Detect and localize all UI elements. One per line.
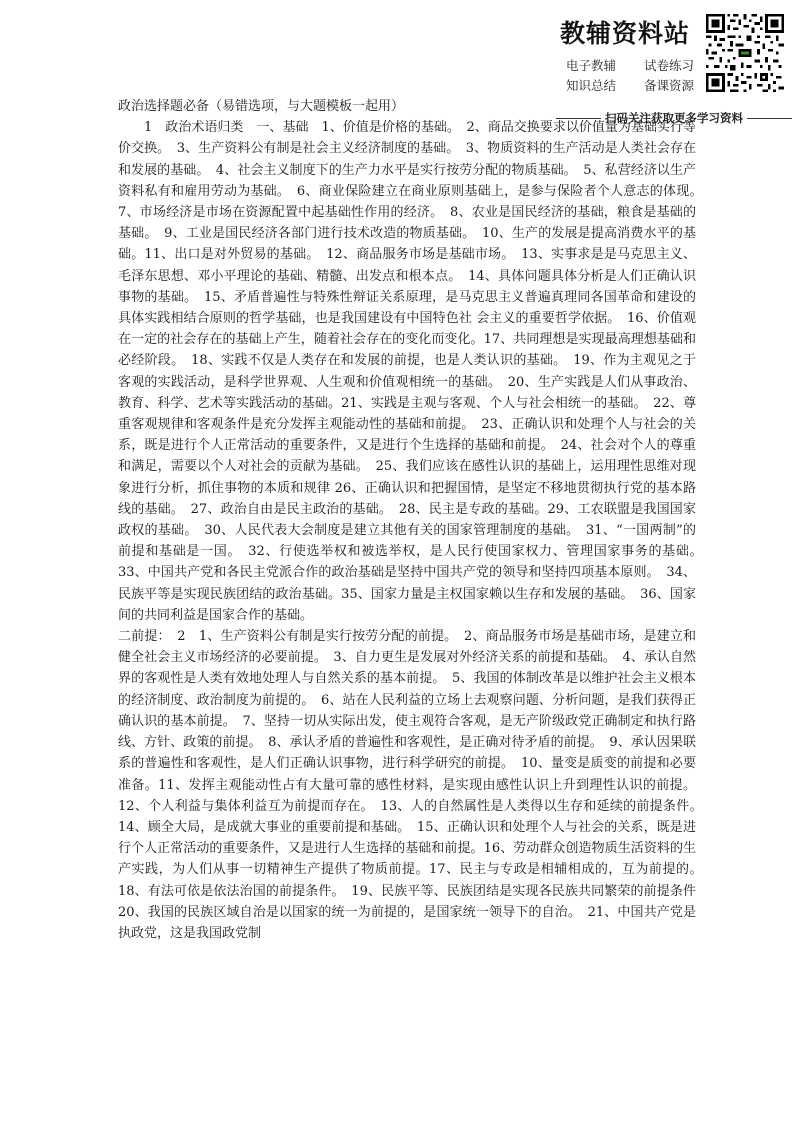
brand-links <box>566 56 706 96</box>
link-knowledge-summary[interactable]: 知识总结 <box>566 78 617 93</box>
link-e-textbook[interactable]: 电子教辅 <box>566 58 617 73</box>
divider <box>747 118 792 119</box>
scan-qr-text: 扫码关注获取更多学习资料 <box>605 111 743 125</box>
document-body <box>118 96 710 944</box>
link-lesson-resources[interactable]: 备课资源 <box>643 78 694 93</box>
qr-code-icon <box>706 14 784 92</box>
brand-title: 教辅资料站 <box>560 19 691 48</box>
section-premise: 二前提： 2 1、生产资料公有制是实行按劳分配的前提。 2、商品服务市场是基础市场，是建立和健全社会主义市场经济的必要前提。 3、自力更生是发展对外经济关系的前提和基础。 4、承认自然界的客观性是人类有效地处理人与自然关系的基本前提。 5、我国的体制改革是以维护社会主义根本的经济制度、政治制度为前提的。 6、站在人民利益的立场上去观察问题、分析问题，是我们获得正确认识的基本前提。 7、坚持一切从实际出发，使主观符合客观，是无产阶级政党正确制定和执行路线、方针、政策的前提。 8、承认矛盾的普遍性和客观性，是正确对待矛盾的前提。 9、承认因果联系的普遍性和客观性，是人们正确认识事物，进行科学研究的前提。 10、量变是质变的前提和必要准备。11、发挥主观能动性占有大量可靠的感性材料，是实现由感性认识上升到理性认识的前提。12、个人利益与集体利益互为前提而存在。 13、人的自然属性是人类得以生存和延续的前提条件。 14、顾全大局，是成就大事业的重要前提和基础。 15、正确认识和处理个人与社会的关系，既是进行个人正常活动的重要条件，又是进行人生选择的基础和前提。16、劳动群众创造物质生活资料的生产实践，为人们从事一切精神生产提供了物质前提。17、民主与专政是相辅相成的，互为前提的。 18、有法可依是依法治国的前提条件。 19、民族平等、民族团结是实现各民族共同繁荣的前提条件 20、我国的民族区域自治是以国家的统一为前提的，是国家统一领导下的自治。 21、中国共产党是执政党，这是我国政党制 <box>118 629 710 941</box>
document-title: 政治选择题必备（易错选项，与大题模板一起用） <box>118 99 405 114</box>
link-exam-practice[interactable]: 试卷练习 <box>643 58 694 73</box>
section-foundation: 1 政治术语归类 一、基础 1、价值是价格的基础。 2、商品交换要求以价值量为基础实行等价交换。 3、生产资料公有制是社会主义经济制度的基础。 3、物质资料的生产活动是人类社会存在和发展的基础。 4、社会主义制度下的生产力水平是实行按劳分配的物质基础。 5、私营经济以生产资料私有和雇用劳动为基础。 6、商业保险建立在商业原则基础上，是参与保险者个人意志的体现。 7、市场经济是市场在资源配置中起基础性作用的经济。 8、农业是国民经济的基础，粮食是基础的基础。 9、工业是国民经济各部门进行技术改造的物质基础。 10、生产的发展是提高消费水平的基础。11、出口是对外贸易的基础。 12、商品服务市场是基础市场。 13、实事求是是马克思主义、毛泽东思想、邓小平理论的基础、精髓、出发点和根本点。 14、具体问题具体分析是人们正确认识事物的基础。 15、矛盾普遍性与特殊性辩证关系原理，是马克思主义普遍真理同各国革命和建设的具体实践相结合原则的哲学基础，也是我国建设有中国特色社 会主义的重要哲学依据。 16、价值观在一定的社会存在的基础上产生，随着社会存在的变化而变化。17、共同理想是实现最高理想基础和必经阶段。 18、实践不仅是人类存在和发展的前提，也是人类认识的基础。 19、作为主观见之于客观的实践活动，是科学世界观、人生观和价值观相统一的基础。 20、生产实践是人们从事政治、教育、科学、艺术等实践活动的基础。21、实践是主观与客观、个人与社会相统一的基础。 22、尊重客观规律和客观条件是充分发挥主观能动性的基础和前提。 23、正确认识和处理个人与社会的关系，既是进行个人正常活动的重要条件，又是进行个生选择的基础和前提。 24、社会对个人的尊重和满足，需要以个人对社会的贡献为基础。 25、我们应该在感性认识的基础上，运用理性思维对现象进行分析，抓住事物的本质和规律 26、正确认识和把握国情，是坚定不移地贯彻执行党的基本路线的基础。 27、政治自由是民主政治的基础。 28、民主是专政的基础。29、工农联盟是我国国家政权的基础。 30、人民代表大会制度是建立其他有关的国家管理制度的基础。 31、“一国两制”的前提和基础是一国。 32、行使选举权和被选举权，是人民行使国家权力、管理国家事务的基础。 33、中国共产党和各民主党派合作的政治基础是坚持中国共产党的领导和坚持四项基本原则。 34、民族平等是实现民族团结的政治基础。35、国家力量是主权国家赖以生存和发展的基础。 36、国家间的共同利益是国家合作的基础。 <box>118 120 710 623</box>
